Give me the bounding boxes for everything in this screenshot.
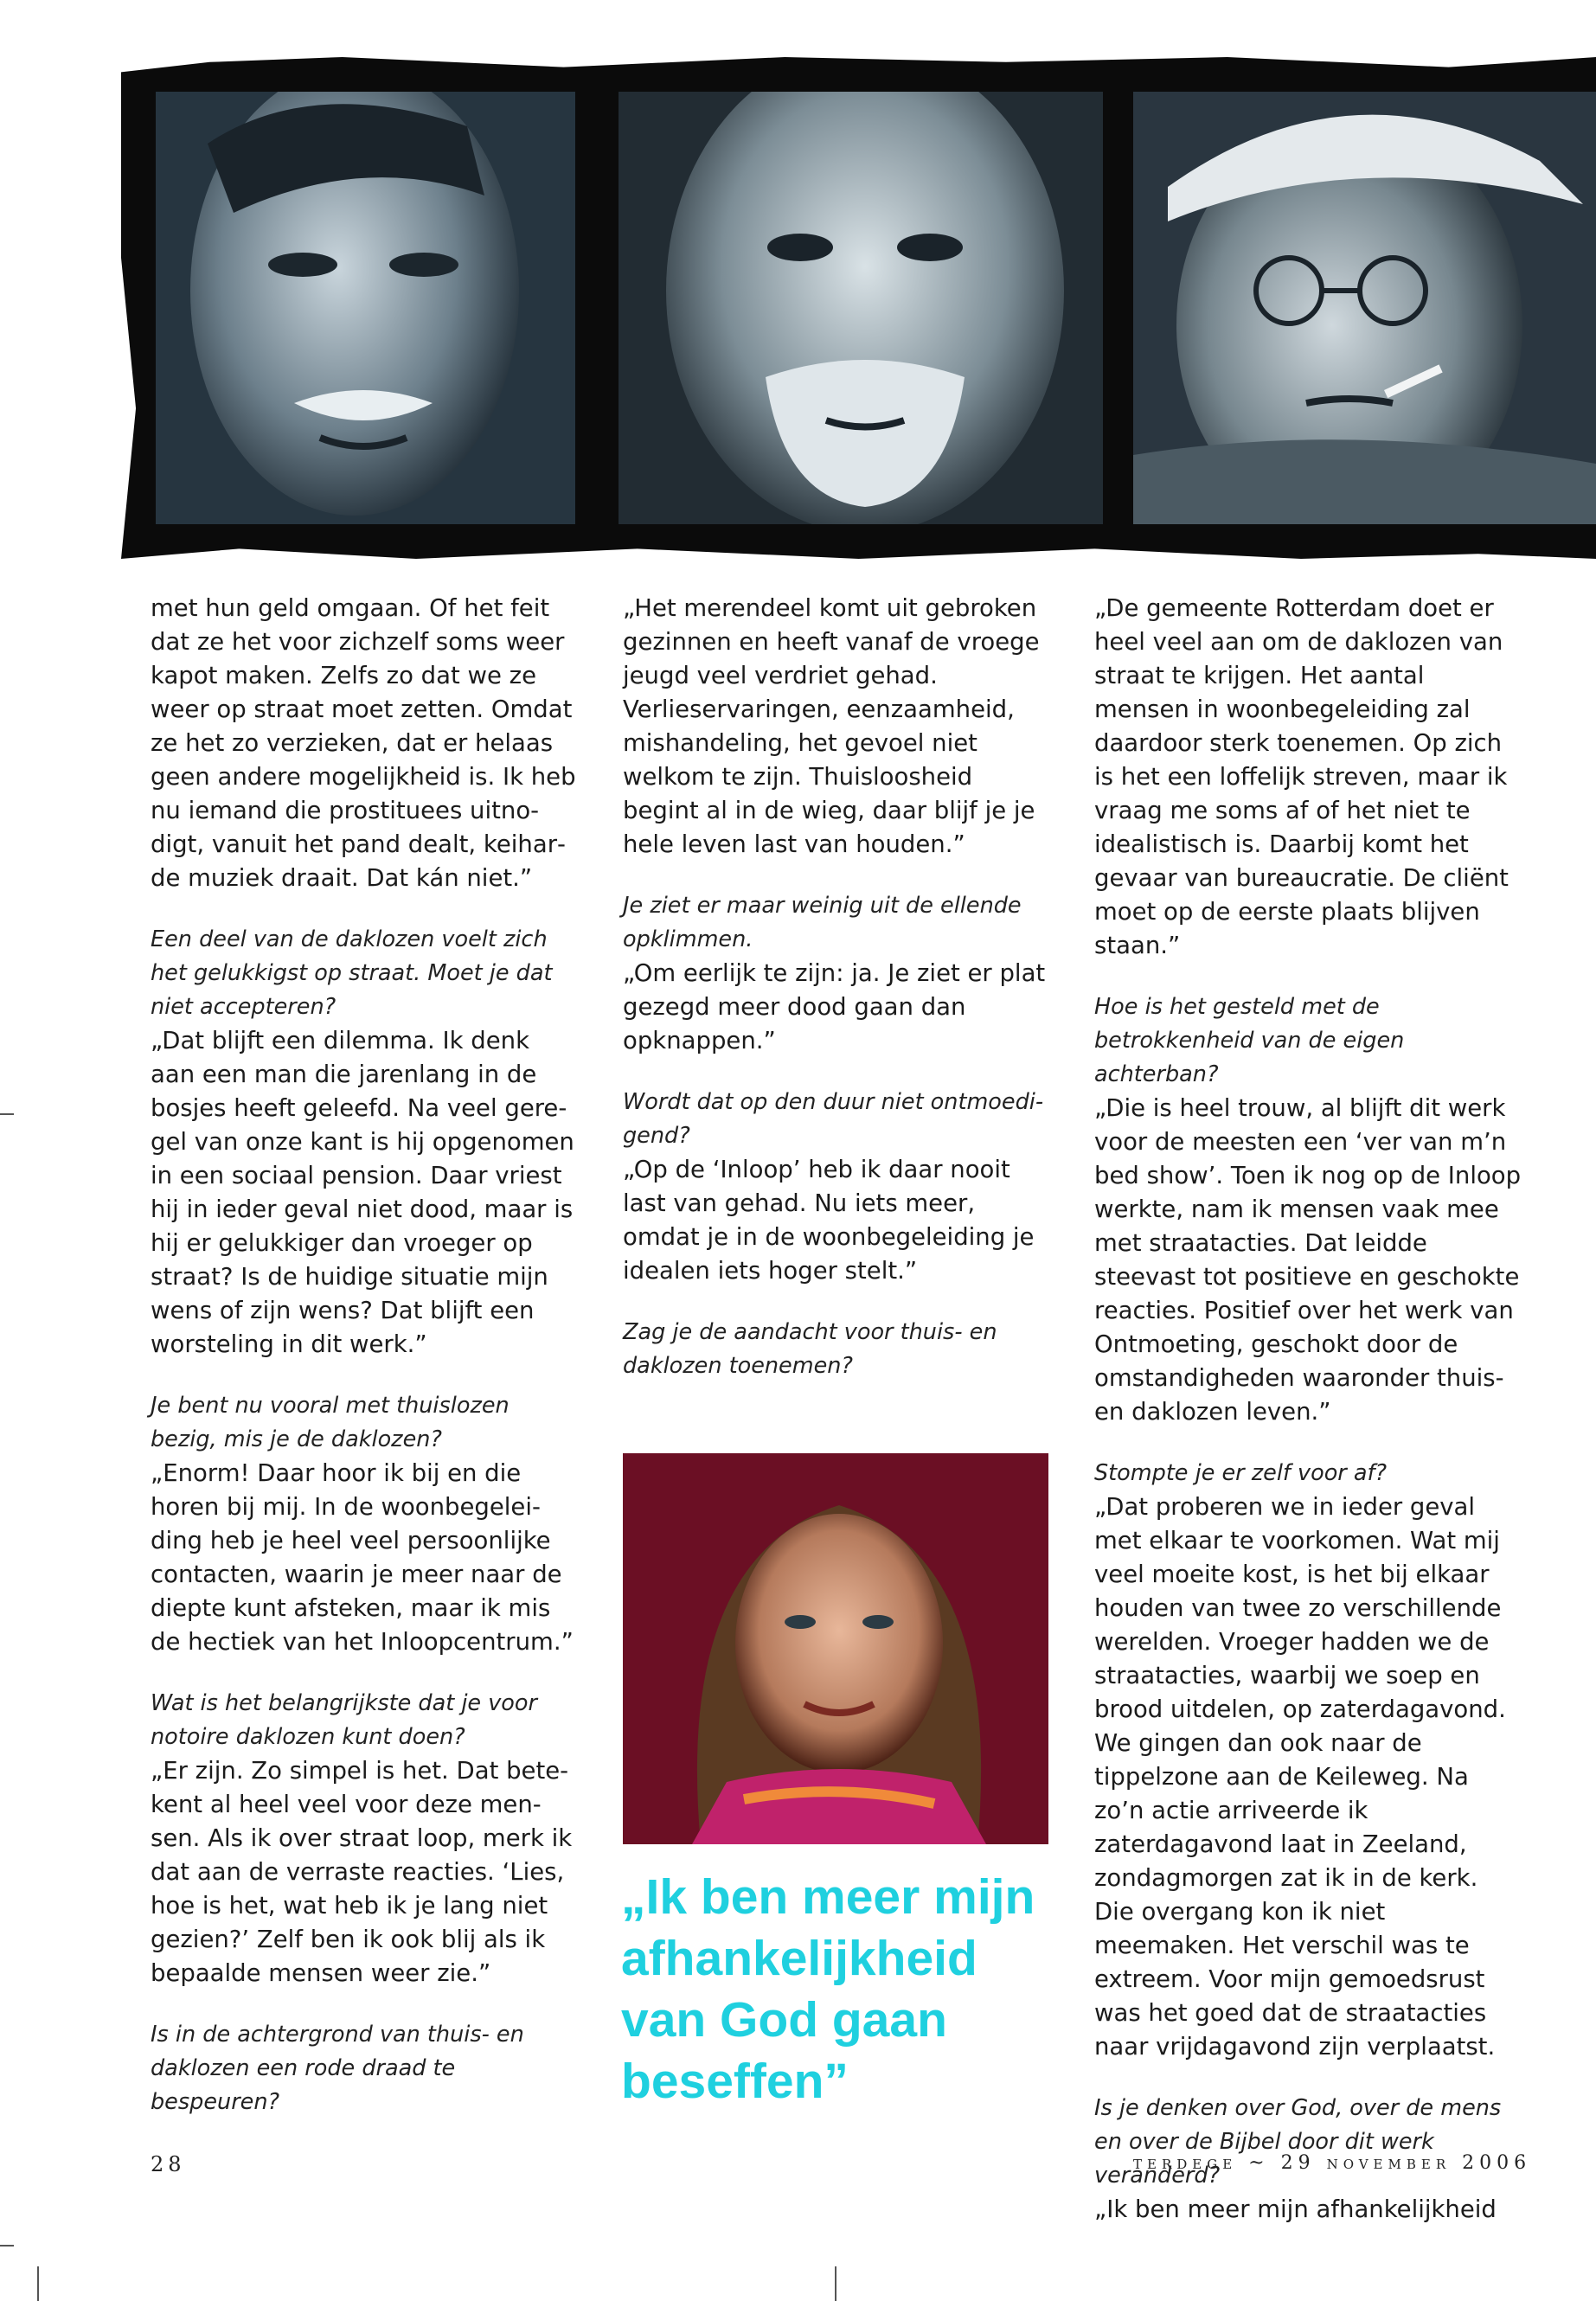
crop-mark [0,1113,14,1115]
interview-question: Je bent nu vooral met thuislozen bezig, mis je de daklozen? [151,1393,510,1452]
answer-paragraph: „Dat blijft een dilemma. Ik denk aan een man die jarenlang in de bosjes heeft geleefd. Na veel geregel van onze kant is hij opgenomen in een sociaal pension. Daar vriest hij in ieder geval niet dood, maar is hij er gelukkiger dan vroeger op straat? Is de huidige situatie mijn wens of zijn wens? Dat blijft een worsteling in dit werk.” [151,1027,574,1358]
portrait-man-3 [1133,92,1596,524]
interview-question: Is in de achtergrond van thuis- en daklozen een rode draad te bespeuren? [151,2022,524,2115]
column-2 [623,592,1051,1383]
portrait-man-2 [619,92,1103,524]
column-1 [151,592,579,2119]
interview-question: Is je denken over God, over de mens en over de Bijbel door dit werk veranderd? [1094,2095,1502,2189]
pull-quote-line: beseffen” [621,2054,849,2109]
interview-question: Zag je de aandacht voor thuis- en daklozen toenemen? [623,1319,997,1379]
pull-quote-line: afhankelijkheid [621,1931,977,1986]
answer-paragraph: met hun geld omgaan. Of het feit dat ze het voor zichzelf soms weer kapot maken. Zelfs zo dat we ze weer op straat moet zetten. Omdat ze het zo verzieken, dat er helaas geen andere mogelijkheid is. Ik heb nu iemand die prostituees uitnodigt, vanuit het pand dealt, keiharde muziek draait. Dat kán niet.” [151,594,576,892]
photo-strip [121,57,1596,559]
answer-paragraph: „Op de ‘Inloop’ heb ik daar nooit last van gehad. Nu iets meer, omdat je in de woonbegeleiding je idealen iets hoger stelt.” [623,1156,1035,1285]
interview-question: Hoe is het gesteld met de betrokkenheid van de eigen achterban? [1094,994,1405,1087]
pull-quote [621,1867,1071,2112]
portrait-woman [623,1453,1048,1844]
page-number: 28 [151,2152,186,2176]
answer-paragraph: „Ik ben meer mijn afhankelijkheid [1094,2195,1497,2223]
answer-paragraph: „Enorm! Daar hoor ik bij en die horen bij mij. In de woonbegeleiding heb je heel veel persoonlijke contacten, waarin je meer naar de diepte kunt afsteken, maar ik mis de hectiek van het Inloopcentrum.” [151,1459,574,1656]
answer-paragraph: „Die is heel trouw, al blijft dit werk voor de meesten een ‘ver van m’n bed show’. Toen ik nog op de Inloop werkte, nam ik mensen vaak mee met straatacties. Dat leidde steevast tot positieve en geschokte reacties. Positief over het werk van Ontmoeting, geschokt door de omstandigheden waaronder thuis- en daklozen leven.” [1094,1094,1522,1426]
interview-question: Wat is het belangrijkste dat je voor notoire daklozen kunt doen? [151,1690,537,1750]
answer-paragraph: „De gemeente Rotterdam doet er heel veel aan om de daklozen van straat te krijgen. Het aantal mensen in woonbegeleiding zal daardoor sterk toenemen. Op zich is het een loffelijk streven, maar ik vraag me soms af of het niet te idealistisch is. Daarbij komt het gevaar van bureaucratie. De cliënt moet op de eerste plaats blijven staan.” [1094,594,1509,959]
crop-mark [0,2245,14,2247]
pull-quote-line: „Ik ben meer mijn [621,1869,1035,1925]
answer-paragraph: „Dat proberen we in ieder geval met elkaar te voorkomen. Wat mij veel moeite kost, is het bij elkaar houden van twee zo verschillende werelden. Vroeger hadden we de straatacties, waarbij we soep en brood uitdelen, op zaterdagavond. We gingen dan ook naar de tippelzone aan de Keileweg. Na zo’n actie arriveerde ik zaterdagavond laat in Zeeland, zondagmorgen zat ik in de kerk. Die overgang kon ik niet meemaken. Het verschil was te extreem. Voor mijn gemoedsrust was het goed dat de straatacties naar vrijdagavond zijn verplaatst. [1094,1493,1506,2061]
answer-paragraph: „Om eerlijk te zijn: ja. Je ziet er plat gezegd meer dood gaan dan opknappen.” [623,959,1046,1054]
crop-mark [37,2266,39,2301]
publication-info: terdege ~ 29 november 2006 [1133,2152,1532,2174]
interview-question: Een deel van de daklozen voelt zich het gelukkigst op straat. Moet je dat niet accepteren? [151,926,553,1020]
answer-paragraph: „Er zijn. Zo simpel is het. Dat betekent al heel veel voor deze mensen. Als ik over straat loop, merk ik dat aan de verraste reacties. ‘Lies, hoe is het, wat heb ik je lang niet gezien?’ Zelf ben ik ook blij als ik bepaalde mensen weer zie.” [151,1757,573,1987]
interview-question: Je ziet er maar weinig uit de ellende opklimmen. [623,893,1022,952]
column-3 [1094,592,1522,2227]
answer-paragraph: „Het merendeel komt uit gebroken gezinnen en heeft vanaf de vroege jeugd veel verdriet gehad. Verlieservaringen, eenzaamheid, mishandeling, het gevoel niet welkom te zijn. Thuisloosheid begint al in de wieg, daar blijf je je hele leven last van houden.” [623,594,1040,858]
pull-quote-line: van God gaan [621,1992,947,2048]
crop-mark [835,2266,836,2301]
interview-question: Stompte je er zelf voor af? [1094,1460,1388,1486]
interview-question: Wordt dat op den duur niet ontmoedigend? [623,1089,1044,1149]
portrait-man-1 [156,92,575,524]
